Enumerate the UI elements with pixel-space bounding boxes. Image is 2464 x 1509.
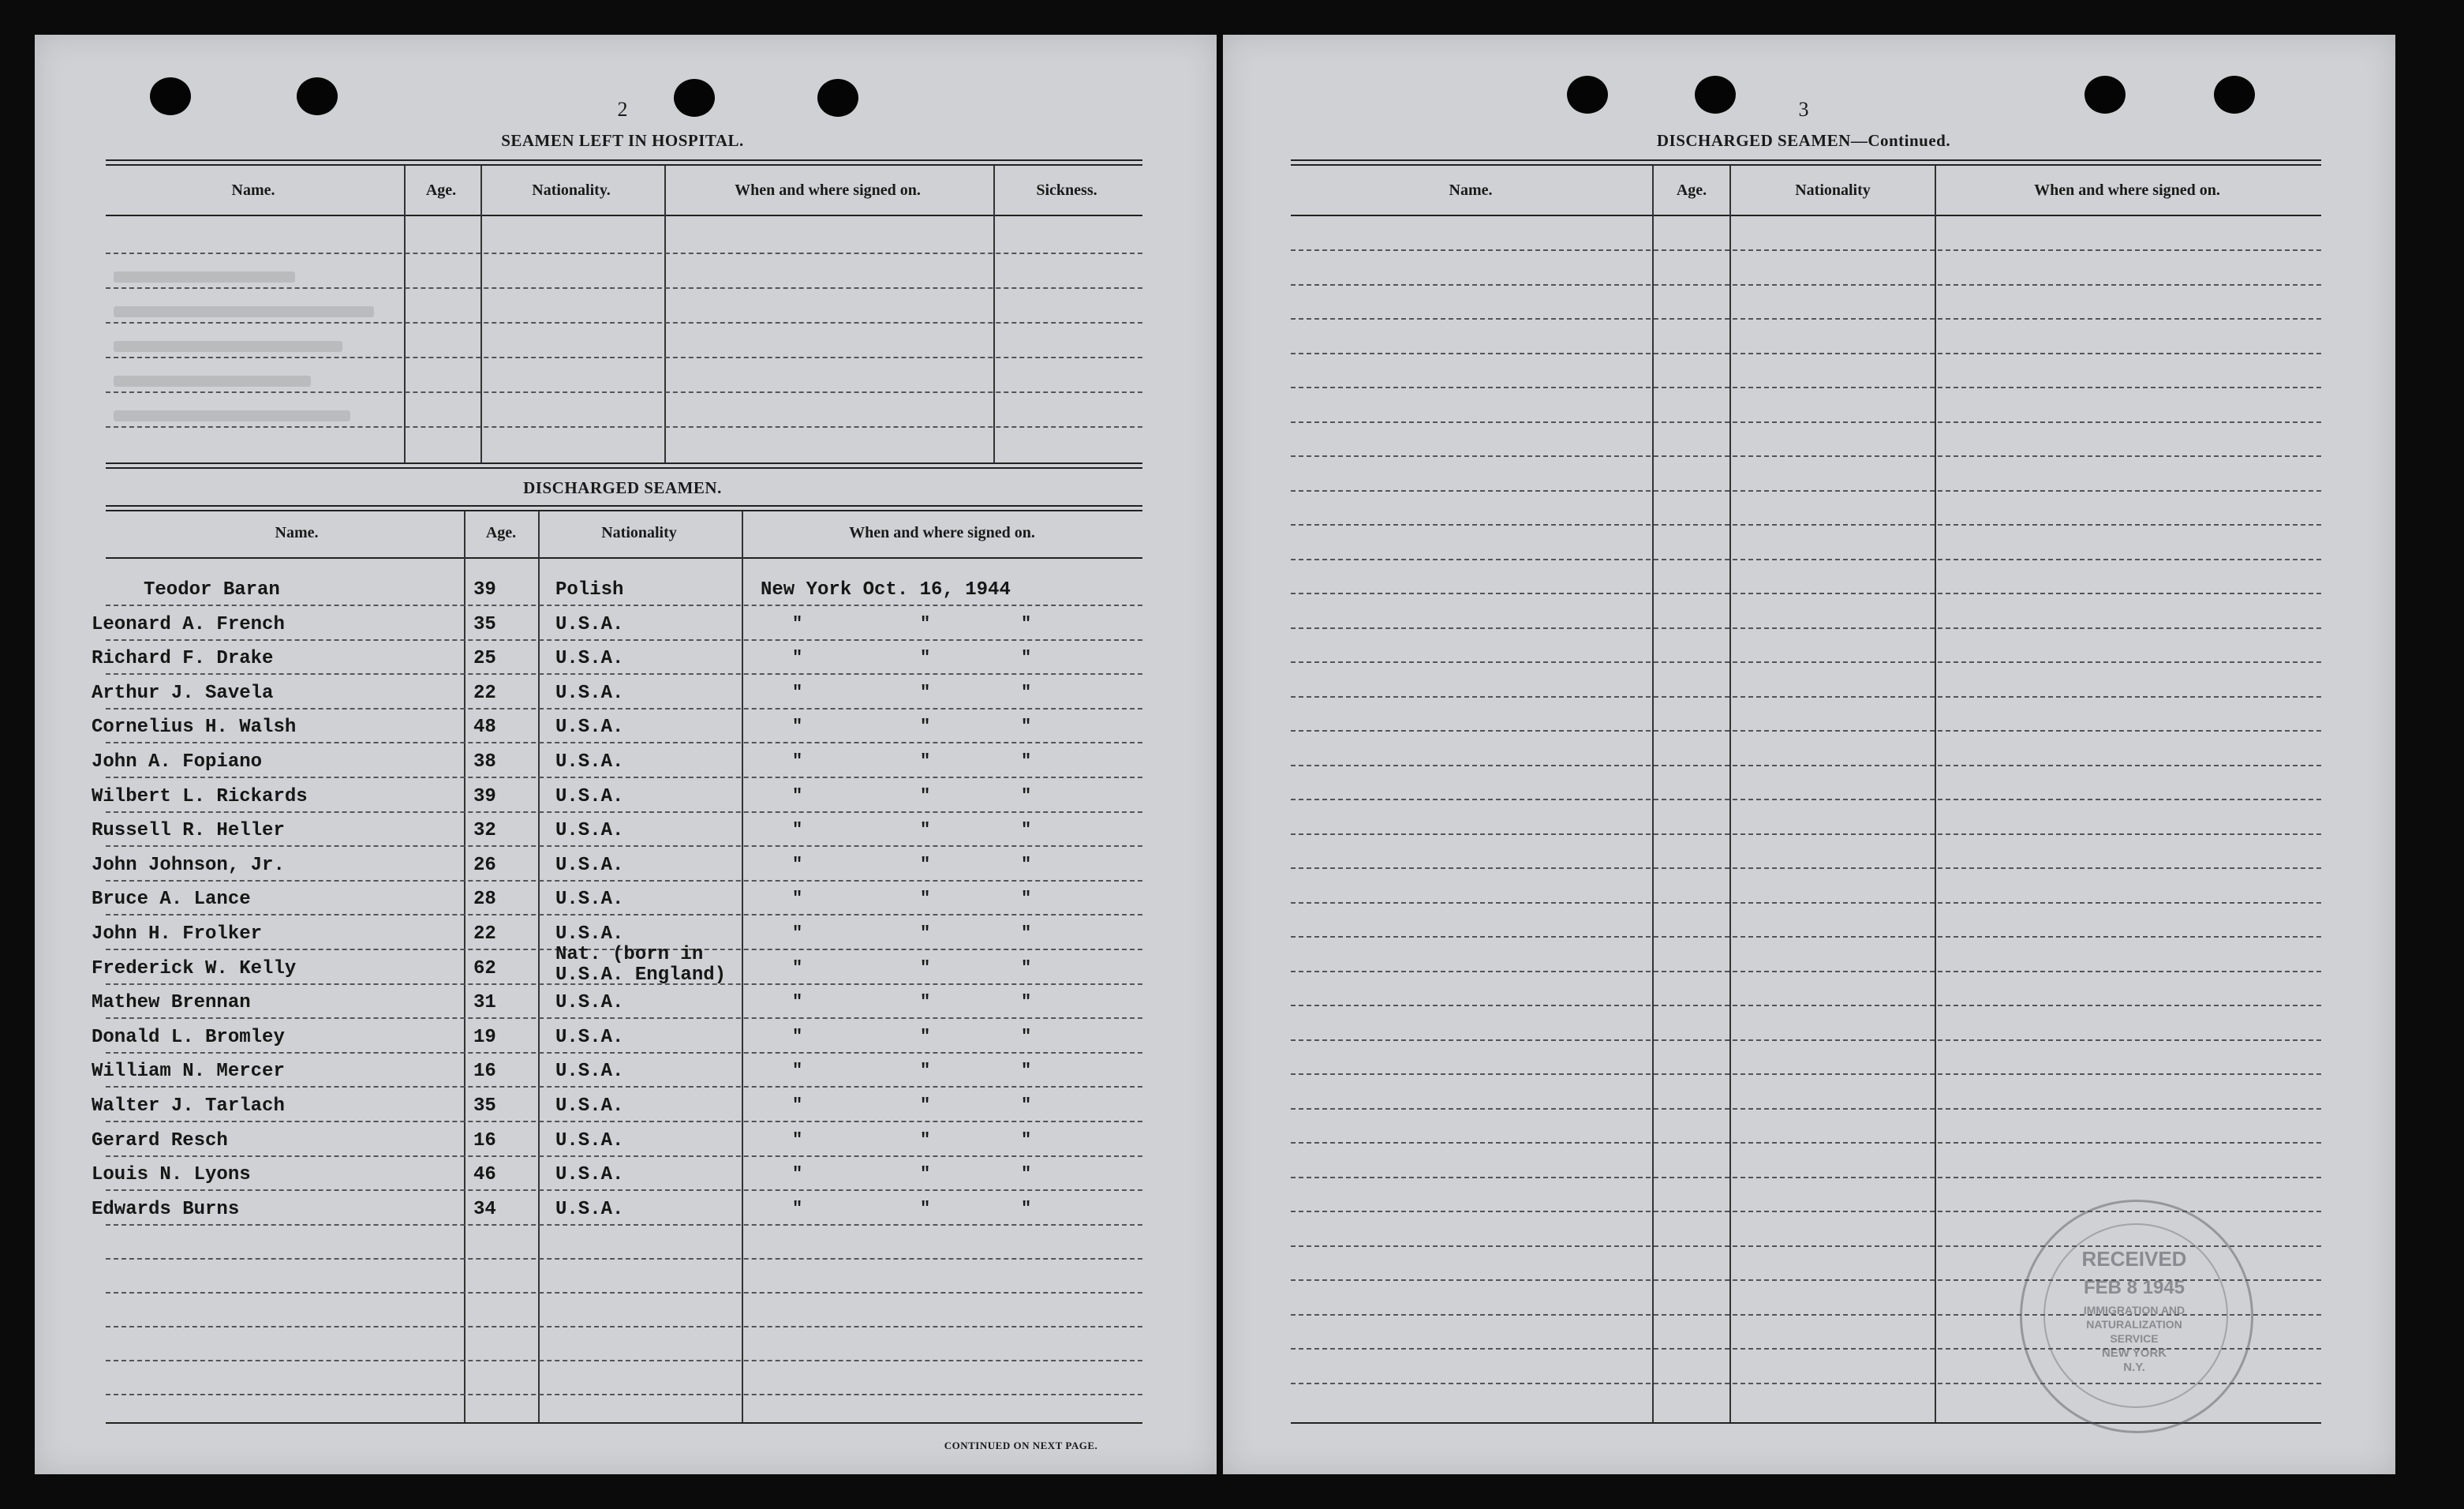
dashed-row	[106, 1292, 1142, 1294]
bleed-through	[114, 341, 342, 352]
seaman-age: 25	[473, 648, 496, 669]
ditto-mark: "	[792, 958, 803, 978]
dashed-row	[1291, 1005, 2321, 1006]
rule	[106, 557, 1142, 559]
seaman-nationality: U.S.A.	[555, 786, 624, 807]
dashed-row	[1291, 627, 2321, 629]
ditto-mark: "	[920, 958, 931, 978]
seaman-name: Donald L. Bromley	[92, 1027, 285, 1048]
column-divider	[464, 511, 466, 1424]
dashed-row	[1291, 799, 2321, 800]
col-header-nationality: Nationality.	[532, 182, 611, 199]
ditto-mark: "	[1021, 923, 1032, 943]
punch-hole	[297, 77, 338, 115]
seaman-age: 19	[473, 1027, 496, 1048]
dashed-row	[1291, 661, 2321, 663]
dashed-row	[106, 1360, 1142, 1361]
ditto-mark: "	[920, 992, 931, 1012]
ditto-mark: "	[1021, 648, 1032, 668]
column-divider	[538, 511, 540, 1424]
dashed-row	[106, 845, 1142, 847]
ditto-mark: "	[920, 751, 931, 771]
seaman-age: 62	[473, 958, 496, 979]
dashed-row	[1291, 833, 2321, 835]
dashed-row	[106, 1224, 1142, 1226]
dashed-row	[106, 1017, 1142, 1019]
seaman-nationality: U.S.A.	[555, 889, 624, 910]
stamp-received: RECEIVED	[2081, 1247, 2187, 1271]
dashed-row	[1291, 387, 2321, 388]
page-number: 3	[1798, 98, 1809, 121]
ditto-mark: "	[1021, 1199, 1032, 1219]
ditto-mark: "	[920, 923, 931, 943]
seaman-age: 22	[473, 683, 496, 704]
dashed-row	[1291, 765, 2321, 766]
bleed-through	[114, 271, 295, 283]
dashed-row	[1291, 593, 2321, 594]
column-divider	[1935, 166, 1936, 1424]
seaman-name: Cornelius H. Walsh	[92, 717, 297, 738]
dashed-row	[1291, 318, 2321, 320]
ditto-mark: "	[920, 1199, 931, 1219]
dashed-row	[106, 1086, 1142, 1088]
dashed-row	[1291, 249, 2321, 251]
dashed-row	[106, 914, 1142, 916]
seaman-name: Bruce A. Lance	[92, 889, 251, 910]
column-divider	[993, 166, 995, 464]
seaman-nationality: U.S.A.	[555, 717, 624, 738]
punch-hole	[2084, 76, 2126, 114]
dashed-row	[1291, 1073, 2321, 1075]
dashed-row	[106, 1258, 1142, 1260]
column-divider	[664, 166, 666, 464]
col-header-nationality: Nationality	[601, 524, 677, 541]
ditto-mark: "	[920, 786, 931, 806]
ditto-mark: "	[792, 1095, 803, 1115]
seaman-age: 46	[473, 1164, 496, 1185]
seaman-nationality-line2: U.S.A. England)	[555, 964, 727, 986]
seaman-nationality: U.S.A.	[555, 1164, 624, 1185]
seaman-age: 35	[473, 1095, 496, 1117]
signed-on-value: New York Oct. 16, 1944	[761, 579, 1011, 601]
dashed-row	[1291, 455, 2321, 457]
stamp-line7: N.Y.	[2123, 1361, 2145, 1374]
stamp-line3: IMMIGRATION AND	[2083, 1304, 2185, 1316]
ditto-mark: "	[1021, 717, 1032, 736]
dashed-row	[1291, 902, 2321, 904]
rule	[1291, 159, 2321, 161]
dashed-row	[1291, 1142, 2321, 1144]
dashed-row	[106, 639, 1142, 641]
stamp-line6: NEW YORK	[2101, 1346, 2167, 1360]
seaman-age: 38	[473, 751, 496, 773]
seaman-name: John A. Fopiano	[92, 751, 263, 773]
ditto-mark: "	[1021, 751, 1032, 771]
stamp-date: FEB 8 1945	[2083, 1277, 2185, 1298]
dashed-row	[106, 742, 1142, 743]
ditto-mark: "	[920, 683, 931, 702]
bleed-through	[114, 376, 311, 387]
seaman-age: 16	[473, 1061, 496, 1082]
dashed-row	[106, 287, 1142, 289]
ditto-mark: "	[792, 820, 803, 840]
ditto-mark: "	[920, 1027, 931, 1047]
rule	[106, 462, 1142, 464]
dashed-row	[106, 708, 1142, 710]
dashed-row	[1291, 936, 2321, 938]
right-page	[1223, 35, 2395, 1474]
seaman-age: 39	[473, 786, 496, 807]
right-section-title: DISCHARGED SEAMEN—Continued.	[1656, 131, 1951, 150]
seaman-nationality: Polish	[555, 579, 624, 601]
ditto-mark: "	[1021, 683, 1032, 702]
col-header-name: Name.	[231, 182, 275, 199]
col-header-age: Age.	[485, 524, 517, 541]
punch-hole	[1567, 76, 1608, 114]
seaman-age: 31	[473, 992, 496, 1013]
ditto-mark: "	[1021, 820, 1032, 840]
ditto-mark: "	[792, 992, 803, 1012]
dashed-row	[106, 426, 1142, 428]
ditto-mark: "	[792, 1164, 803, 1184]
col-header-signed-on: When and where signed on.	[849, 524, 1035, 541]
col-header-signed-on: When and where signed on.	[735, 182, 921, 199]
dashed-row	[1291, 1108, 2321, 1110]
dashed-row	[106, 777, 1142, 778]
ditto-mark: "	[920, 820, 931, 840]
dashed-row	[1291, 421, 2321, 423]
rule	[106, 164, 1142, 166]
rule	[106, 505, 1142, 507]
dashed-row	[1291, 1177, 2321, 1178]
dashed-row	[1291, 1039, 2321, 1041]
dashed-row	[106, 391, 1142, 393]
dashed-row	[106, 1121, 1142, 1122]
left-page	[35, 35, 1217, 1474]
punch-hole	[1695, 76, 1736, 114]
dashed-row	[106, 880, 1142, 882]
discharged-section-title: DISCHARGED SEAMEN.	[523, 478, 722, 497]
seaman-nationality: U.S.A.	[555, 1095, 624, 1117]
seaman-nationality: U.S.A.	[555, 683, 624, 704]
seaman-nationality: U.S.A.	[555, 1130, 624, 1151]
rule	[106, 159, 1142, 161]
dashed-row	[1291, 284, 2321, 286]
seaman-name: Richard F. Drake	[92, 648, 274, 669]
rule	[106, 1422, 1142, 1424]
dashed-row	[106, 811, 1142, 813]
ditto-mark: "	[1021, 855, 1032, 874]
punch-hole	[674, 79, 715, 117]
seaman-name: Frederick W. Kelly	[92, 958, 297, 979]
ditto-mark: "	[920, 1061, 931, 1080]
hospital-section-title: SEAMEN LEFT IN HOSPITAL.	[501, 131, 744, 150]
dashed-row	[106, 322, 1142, 324]
ditto-mark: "	[1021, 1061, 1032, 1080]
seaman-name: Gerard Resch	[92, 1130, 228, 1151]
seaman-name: Mathew Brennan	[92, 992, 251, 1013]
column-divider	[1652, 166, 1654, 1424]
col-header-nationality: Nationality	[1795, 182, 1871, 199]
seaman-age: 28	[473, 889, 496, 910]
dashed-row	[106, 1189, 1142, 1191]
seaman-name: Wilbert L. Rickards	[92, 786, 308, 807]
dashed-row	[1291, 971, 2321, 972]
ditto-mark: "	[792, 717, 803, 736]
seaman-age: 48	[473, 717, 496, 738]
col-header-signed-on: When and where signed on.	[2034, 182, 2220, 199]
seaman-nationality: U.S.A.	[555, 820, 624, 841]
col-header-name: Name.	[1449, 182, 1493, 199]
ditto-mark: "	[920, 1164, 931, 1184]
stamp-line4: NATURALIZATION	[2086, 1318, 2182, 1331]
seaman-age: 22	[473, 923, 496, 945]
dashed-row	[106, 1052, 1142, 1054]
seaman-nationality: U.S.A.	[555, 648, 624, 669]
dashed-row	[1291, 696, 2321, 698]
seaman-age: 26	[473, 855, 496, 876]
seaman-nationality: U.S.A.	[555, 1027, 624, 1048]
seaman-name: William N. Mercer	[92, 1061, 285, 1082]
seaman-name: Walter J. Tarlach	[92, 1095, 285, 1117]
ditto-mark: "	[1021, 1164, 1032, 1184]
ditto-mark: "	[920, 889, 931, 908]
rule	[106, 215, 1142, 216]
seaman-nationality: U.S.A.	[555, 923, 624, 945]
rule	[106, 510, 1142, 511]
dashed-row	[106, 673, 1142, 675]
seaman-name: Teodor Baran	[144, 579, 280, 601]
punch-hole	[150, 77, 191, 115]
seaman-age: 34	[473, 1199, 496, 1220]
seaman-age: 16	[473, 1130, 496, 1151]
rule	[1291, 164, 2321, 166]
col-header-age: Age.	[1676, 182, 1707, 199]
seaman-name: Arthur J. Savela	[92, 683, 274, 704]
seaman-nationality: U.S.A.	[555, 1199, 624, 1220]
ditto-mark: "	[1021, 1027, 1032, 1047]
dashed-row	[1291, 559, 2321, 560]
seaman-nationality: U.S.A.	[555, 992, 624, 1013]
dashed-row	[1291, 490, 2321, 492]
seaman-name: Russell R. Heller	[92, 820, 285, 841]
ditto-mark: "	[1021, 786, 1032, 806]
punch-hole	[817, 79, 858, 117]
seaman-nationality: U.S.A.	[555, 751, 624, 773]
column-divider	[480, 166, 482, 464]
stamp-line5: SERVICE	[2110, 1332, 2159, 1345]
seaman-age: 39	[473, 579, 496, 601]
seaman-nationality: U.S.A.	[555, 855, 624, 876]
column-divider	[1729, 166, 1731, 1424]
ditto-mark: "	[1021, 1095, 1032, 1115]
ditto-mark: "	[1021, 992, 1032, 1012]
seaman-name: Edwards Burns	[92, 1199, 240, 1220]
dashed-row	[106, 605, 1142, 606]
bleed-through	[114, 410, 350, 421]
dashed-row	[106, 1394, 1142, 1395]
ditto-mark: "	[792, 889, 803, 908]
seaman-nationality: U.S.A.	[555, 614, 624, 635]
ditto-mark: "	[1021, 614, 1032, 634]
dashed-row	[106, 253, 1142, 254]
column-divider	[742, 511, 743, 1424]
ditto-mark: "	[792, 1027, 803, 1047]
ditto-mark: "	[792, 1130, 803, 1150]
dashed-row	[1291, 524, 2321, 526]
ditto-mark: "	[920, 648, 931, 668]
dashed-row	[106, 983, 1142, 985]
dashed-row	[1291, 353, 2321, 354]
seaman-age: 35	[473, 614, 496, 635]
ditto-mark: "	[792, 923, 803, 943]
col-header-age: Age.	[425, 182, 457, 199]
continued-footer: CONTINUED ON NEXT PAGE.	[944, 1440, 1098, 1451]
ditto-mark: "	[920, 1130, 931, 1150]
dashed-row	[106, 1155, 1142, 1157]
col-header-name: Name.	[275, 524, 319, 541]
bleed-through	[114, 306, 374, 317]
ditto-mark: "	[1021, 889, 1032, 908]
seaman-age: 32	[473, 820, 496, 841]
ditto-mark: "	[920, 717, 931, 736]
ditto-mark: "	[792, 1199, 803, 1219]
ditto-mark: "	[792, 614, 803, 634]
ditto-mark: "	[792, 1061, 803, 1080]
dashed-row	[106, 357, 1142, 358]
ditto-mark: "	[920, 614, 931, 634]
ditto-mark: "	[792, 648, 803, 668]
seaman-nationality: U.S.A.	[555, 1061, 624, 1082]
ditto-mark: "	[792, 855, 803, 874]
column-divider	[404, 166, 406, 464]
seaman-name: Louis N. Lyons	[92, 1164, 251, 1185]
seaman-name: Leonard A. French	[92, 614, 285, 635]
page-number: 2	[617, 98, 628, 121]
seaman-nationality: Nat. (born in	[555, 944, 704, 965]
ditto-mark: "	[920, 1095, 931, 1115]
ditto-mark: "	[920, 855, 931, 874]
col-header-sickness: Sickness.	[1036, 182, 1097, 199]
ditto-mark: "	[1021, 1130, 1032, 1150]
punch-hole	[2214, 76, 2255, 114]
dashed-row	[1291, 867, 2321, 869]
ditto-mark: "	[792, 751, 803, 771]
ditto-mark: "	[792, 786, 803, 806]
ditto-mark: "	[1021, 958, 1032, 978]
seaman-name: John H. Frolker	[92, 923, 263, 945]
dashed-row	[106, 1326, 1142, 1327]
rule	[1291, 215, 2321, 216]
ditto-mark: "	[792, 683, 803, 702]
dashed-row	[1291, 730, 2321, 732]
seaman-name: John Johnson, Jr.	[92, 855, 285, 876]
rule	[106, 467, 1142, 469]
